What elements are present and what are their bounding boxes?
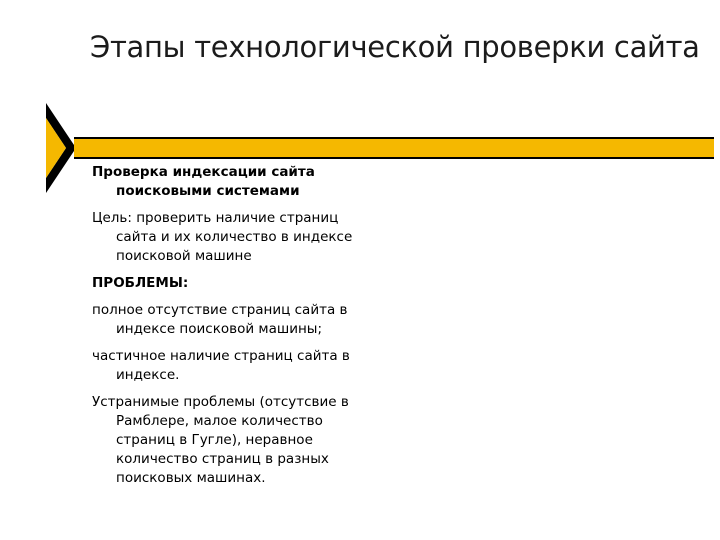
problem-item: Устранимые проблемы (отсутсвие в Рамблере, малое количество страниц в Гугле), неравное количество страниц в разных поисковых машинах. xyxy=(92,394,349,486)
problem-item: частичное наличие страниц сайта в индексе. xyxy=(92,348,350,383)
problem-item: полное отсутствие страниц сайта в индексе поисковой машины; xyxy=(92,302,348,337)
goal-paragraph: Цель: проверить наличие страниц сайта и их количество в индексе поисковой машине xyxy=(92,210,353,264)
heading-paragraph: Проверка индексации сайта поисковыми системами xyxy=(92,164,315,199)
slide-title: Этапы технологической проверки сайта xyxy=(90,30,700,64)
problems-heading: ПРОБЛЕМЫ: xyxy=(92,275,189,291)
header-line-top xyxy=(74,137,714,139)
header-band xyxy=(74,139,714,157)
slide-body xyxy=(92,163,382,496)
header-line-bottom xyxy=(74,157,714,159)
